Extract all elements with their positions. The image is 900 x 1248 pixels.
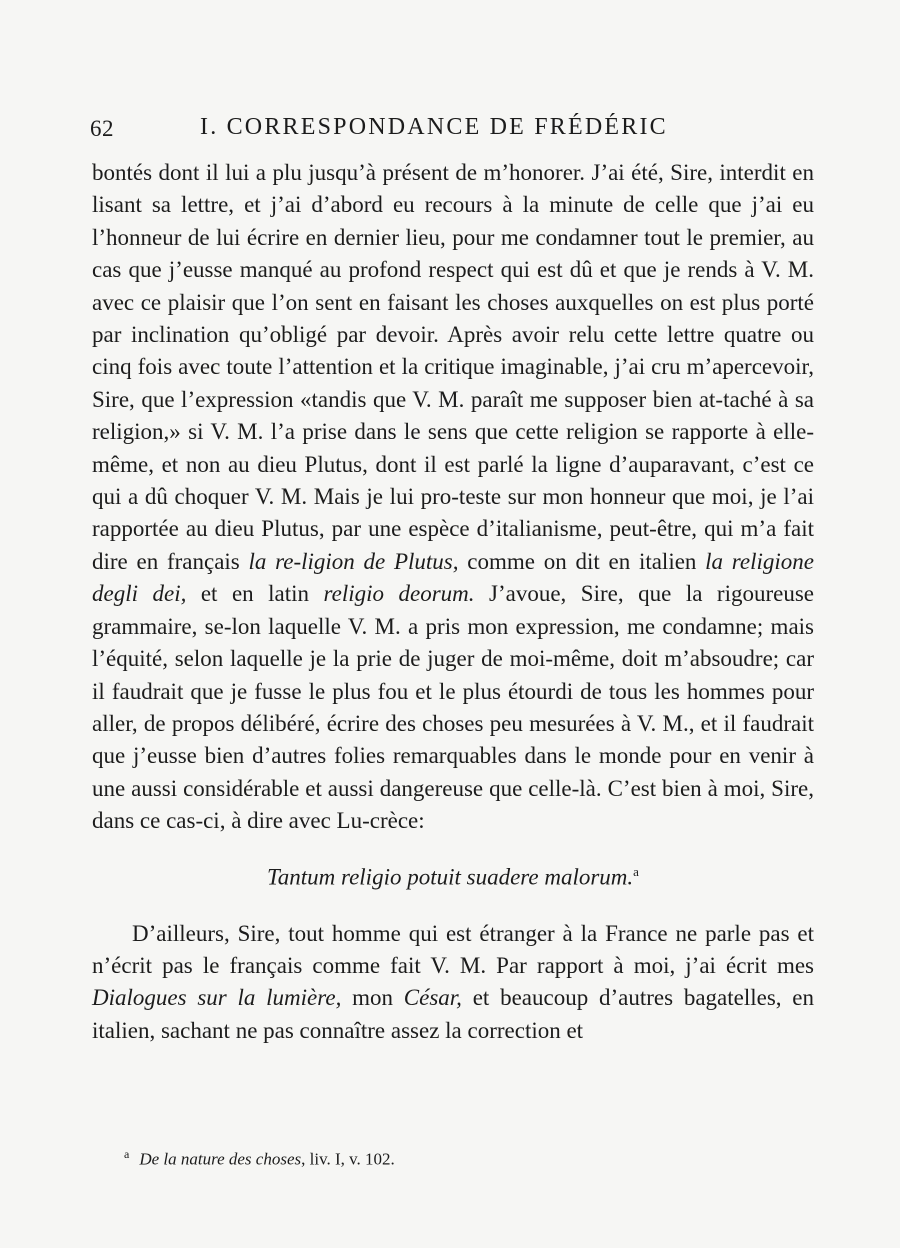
running-head	[90, 112, 810, 152]
latin-quotation	[92, 856, 814, 894]
text-run: et en latin	[186, 581, 324, 607]
footnote-reference-text: , liv. I, v. 102.	[301, 1149, 395, 1169]
footnote	[124, 1143, 814, 1171]
italic-phrase: religio deorum.	[323, 581, 475, 607]
text-run: D’ailleurs, Sire, tout homme qui est étranger à la France ne parle pas et n’écrit pas le français comme fait V. M. Par rapport à moi, j’ai écrit mes	[92, 920, 814, 978]
footnote-title: De la nature des choses	[139, 1149, 302, 1169]
page-number: 62	[90, 116, 114, 141]
text-run: comme on dit en italien	[458, 548, 706, 574]
italic-phrase: la religione degli dei,	[92, 548, 814, 607]
text-run: bontés dont il lui a plu jusqu’à présent de m’honorer. J’ai été, Sire, interdit en lisant sa lettre, et j’ai d’abord eu recours à la minute de celle que j’ai eu l’honneur de lui écrire en dernier lieu, pour me condamner tout le premier, au cas que j’eusse manqué au profond respect qui est dû et que je rends à V. M. avec ce plaisir que l’on sent en faisant les choses auxquelles on est plus porté par inclination qu’obligé par devoir. Après avoir relu cette lettre quatre ou cinq fois avec toute l’attention et la critique imaginable, j’ai cru m’apercevoir, Sire, que l’expression «tandis que V. M. paraît me supposer bien at-taché à sa religion,» si V. M. l’a prise dans le sens que cette religion se rapporte à elle-même, et non au dieu Plutus, dont il est parlé la ligne d’auparavant, c’est ce qui a dû choquer V. M. Mais je lui pro-teste sur mon honneur que moi, je l’ai rapportée au dieu Plutus, par une espèce d’italianisme, peut-être, qui m’a fait dire en français	[92, 160, 814, 574]
body-text	[92, 157, 814, 1047]
text-run: J’avoue, Sire, que la rigoureuse grammaire, se-lon laquelle V. M. a pris mon expression, me condamne; mais l’équité, selon laquelle je la prie de juger de moi-même, doit m’absoudre; car il faudrait que je fusse le plus fou et le plus étourdi de tous les hommes pour aller, de propos délibéré, écrire des choses peu mesurées à V. M., et il faudrait que j’eusse bien d’autres folies remarquables dans le monde pour en venir à une aussi considérable et aussi dangereuse que celle-là. C’est bien à moi, Sire, dans ce cas-ci, à dire avec Lu-crèce:	[92, 581, 814, 834]
italic-phrase: Dialogues sur la lumière,	[92, 985, 342, 1011]
text-run: et beaucoup d’autres bagatelles, en italien, sachant ne pas connaître assez la correction et	[92, 985, 815, 1043]
quotation-text: Tantum religio potuit suadere malorum.	[267, 864, 634, 890]
footnote-marker: a	[124, 1147, 130, 1161]
text-run: mon	[341, 985, 404, 1011]
footnote-reference: a	[633, 863, 639, 879]
running-title: I. CORRESPONDANCE DE FRÉDÉRIC	[200, 114, 668, 140]
paragraph-1	[92, 157, 814, 838]
italic-phrase: la re-ligion de Plutus,	[248, 548, 459, 574]
italic-phrase: César,	[403, 985, 462, 1011]
paragraph-2	[92, 918, 814, 1048]
